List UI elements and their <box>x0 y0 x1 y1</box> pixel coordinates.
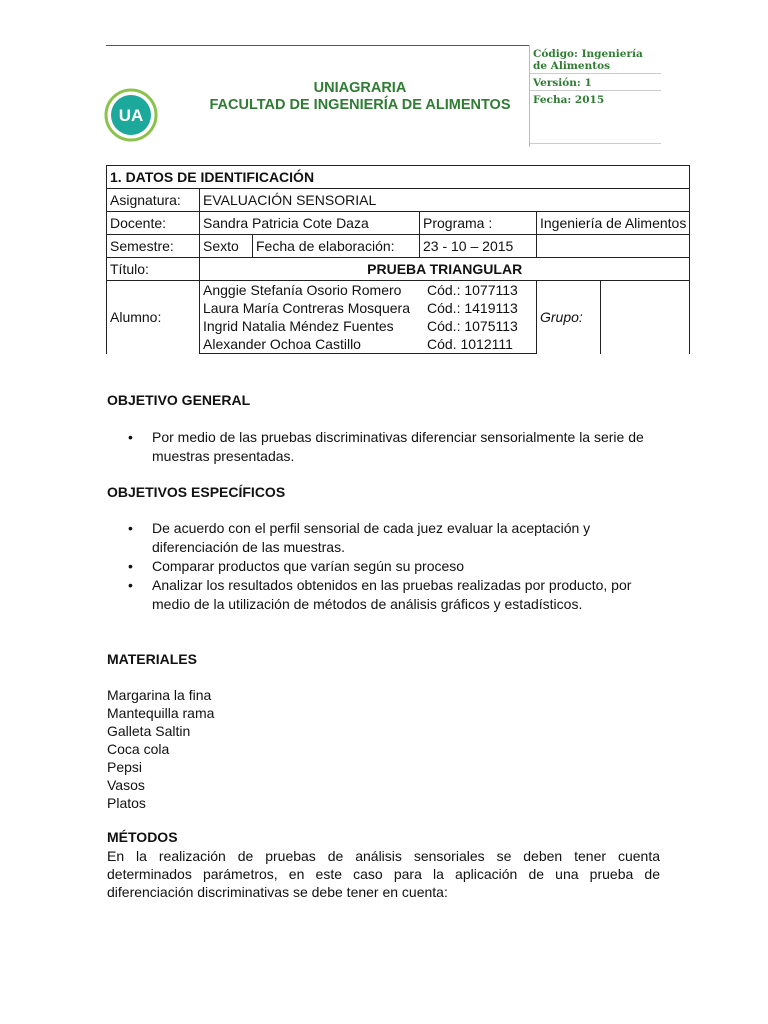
date-value: 23 - 10 – 2015 <box>420 235 537 258</box>
program-value: Ingeniería de Alimentos <box>537 212 690 235</box>
title-value: PRUEBA TRIANGULAR <box>200 258 690 281</box>
specific-objectives-heading: OBJETIVOS ESPECÍFICOS <box>107 484 286 500</box>
subject-label: Asignatura: <box>107 189 200 212</box>
institution-name: UNIAGRARIA <box>313 80 407 96</box>
list-item: • Por medio de las pruebas discriminativas diferenciar sensorialmente la serie de muestras presentadas. <box>128 428 668 466</box>
program-label: Programa : <box>420 212 537 235</box>
faculty-name: FACULTAD DE INGENIERÍA DE ALIMENTOS <box>209 97 511 113</box>
identification-table <box>106 165 690 354</box>
list-item: Platos <box>107 795 146 811</box>
section-title: 1. DATOS DE IDENTIFICACIÓN <box>107 166 690 189</box>
list-item: Margarina la fina <box>107 687 212 703</box>
list-item: Pepsi <box>107 759 143 775</box>
logo-text: UA <box>118 106 144 125</box>
subject-value: EVALUACIÓN SENSORIAL <box>200 189 690 212</box>
teacher-label: Docente: <box>107 212 200 235</box>
student-row: Ingrid Natalia Méndez Fuentes Cód.: 1075113 <box>203 318 518 334</box>
document-code-box <box>529 45 661 147</box>
semester-label: Semestre: <box>107 235 200 258</box>
list-item: • Comparar productos que varían según su proceso <box>128 557 668 576</box>
list-item: Vasos <box>107 777 145 793</box>
document-date: Fecha: 2015 <box>530 91 661 144</box>
document-code: Código: Ingeniería de Alimentos <box>530 45 661 74</box>
document-version: Versión: 1 <box>530 74 661 91</box>
date-label: Fecha de elaboración: <box>253 235 420 258</box>
general-objective-list <box>128 428 668 466</box>
student-label: Alumno: <box>107 281 200 354</box>
materials-list <box>107 686 214 812</box>
methods-heading: MÉTODOS <box>107 829 178 845</box>
methods-paragraph: En la realización de pruebas de análisis sensoriales se deben tener cuenta determinados parámetros, en este caso para la aplicación de una prueba de diferenciación discriminativas se debe tener en cuenta: <box>107 848 660 900</box>
teacher-value: Sandra Patricia Cote Daza <box>200 212 420 235</box>
list-item: Galleta Saltin <box>107 723 191 739</box>
list-item: • Analizar los resultados obtenidos en las pruebas realizadas por producto, por medio de la utilización de métodos de análisis gráficos y estadísticos. <box>128 576 668 614</box>
group-value <box>601 281 690 354</box>
title-label: Título: <box>107 258 200 281</box>
materials-heading: MATERIALES <box>107 651 197 667</box>
student-row: Anggie Stefanía Osorio Romero Cód.: 1077113 <box>203 282 518 298</box>
student-row: Laura María Contreras Mosquera Cód.: 1419113 <box>203 300 518 316</box>
university-logo <box>104 88 158 142</box>
empty-cell <box>537 235 690 258</box>
list-item: • De acuerdo con el perfil sensorial de cada juez evaluar la aceptación y diferenciación de las muestras. <box>128 519 668 557</box>
list-item: Mantequilla rama <box>107 705 215 721</box>
semester-value: Sexto <box>200 235 253 258</box>
header-rule <box>106 45 530 46</box>
student-list <box>200 281 537 354</box>
group-label: Grupo: <box>537 281 601 354</box>
student-row: Alexander Ochoa Castillo Cód. 1012111 <box>203 336 513 352</box>
general-objective-heading: OBJETIVO GENERAL <box>107 392 251 408</box>
list-item: Coca cola <box>107 741 170 757</box>
specific-objectives-list <box>128 519 668 614</box>
